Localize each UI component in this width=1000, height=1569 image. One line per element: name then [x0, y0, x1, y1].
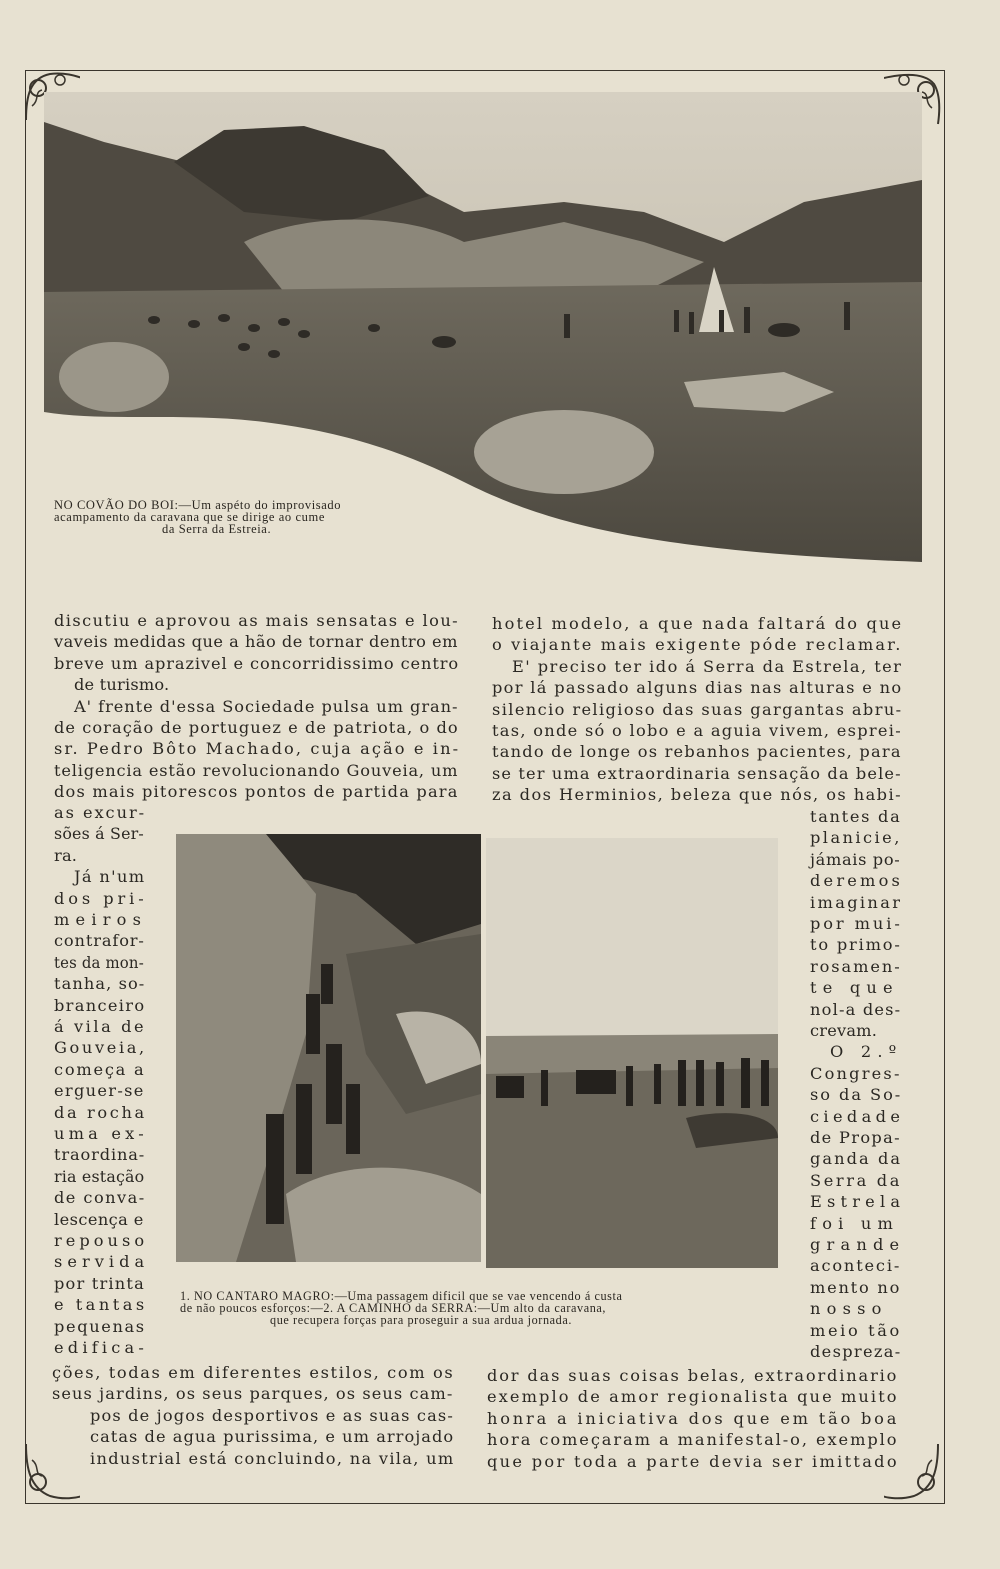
text-line: A' frente d'essa Sociedade pulsa um gran- — [74, 696, 459, 716]
caption-top-line: da Serra da Estreia. — [162, 522, 272, 536]
text-line: meiros — [54, 910, 148, 929]
text-line: da rocha — [54, 1102, 147, 1122]
text-line: branceiro — [54, 995, 146, 1015]
text-line: foi um — [810, 1213, 900, 1233]
text-line: exemplo de amor regionalista que muito — [487, 1387, 899, 1407]
text-line: uma ex- — [54, 1124, 148, 1143]
caption-bottom — [180, 1290, 623, 1326]
photo-covao-do-boi — [44, 92, 922, 562]
text-line: começa a — [54, 1059, 146, 1079]
text-line: tanha, so- — [54, 974, 146, 994]
text-line: ganda da — [810, 1149, 903, 1169]
text-line: planicie, — [810, 828, 902, 848]
text-line: e tantas — [54, 1295, 148, 1315]
text-line: por trinta — [54, 1273, 145, 1293]
text-line: á vila de — [54, 1017, 147, 1036]
text-line: nol-a des- — [810, 999, 902, 1019]
text-line: de turismo. — [74, 675, 170, 695]
text-line: aconteci- — [810, 1256, 902, 1276]
text-line: Serra da — [810, 1170, 902, 1190]
text-line: E' preciso ter ido á Serra da Estrela, ter — [512, 656, 903, 676]
text-line: ra. — [54, 845, 78, 865]
text-line: de conva- — [54, 1188, 146, 1208]
text-line: sões á Ser- — [54, 824, 144, 844]
text-line: discutiu e aprovou as mais sensatas e lou- — [54, 611, 460, 630]
text-line: grande — [810, 1235, 906, 1254]
text-line: breve um aprazivel e concorridissimo centro — [54, 653, 459, 673]
text-line: rosamen- — [810, 956, 902, 976]
text-line: te que — [810, 978, 899, 998]
caption-bottom-line: 1. NO CANTARO MAGRO:—Uma passagem dificil que se vae vencendo á custa — [180, 1289, 623, 1303]
text-line: hotel modelo, a que nada faltará do que — [492, 614, 904, 633]
corner-ornament-bottom-left — [20, 1444, 80, 1504]
text-line: Congres- — [810, 1063, 902, 1083]
text-line: deremos — [810, 871, 904, 891]
text-line: por lá passado alguns dias nas alturas e no — [492, 678, 903, 698]
text-line: ria estação — [54, 1166, 145, 1186]
caption-top — [54, 499, 341, 535]
text-line: dos mais pitorescos pontos de partida para — [54, 782, 459, 802]
text-line: se ter uma extraordinaria sensação da bele- — [492, 763, 902, 783]
text-line: industrial está concluindo, na vila, um — [90, 1448, 455, 1468]
text-line: honra a iniciativa dos que em tão boa — [487, 1408, 900, 1428]
text-line: so da So- — [810, 1085, 903, 1105]
text-line: erguer-se — [54, 1081, 145, 1101]
text-line: tas, onde só o lobo e a aguia vivem, esprei- — [492, 721, 903, 740]
text-line: ciedade — [810, 1106, 905, 1126]
text-line: edifica- — [54, 1338, 149, 1357]
text-line: lescença e — [54, 1209, 144, 1229]
text-line: seus jardins, os seus parques, os seus cam- — [52, 1384, 454, 1404]
text-line: hora começaram a manifestal-o, exemplo — [487, 1430, 899, 1450]
text-line: vaveis medidas que a hão de tornar dentro em — [54, 632, 458, 652]
text-line: crevam. — [810, 1021, 878, 1040]
photo-cantaro-magro — [176, 834, 481, 1262]
text-line: tes da mon- — [54, 952, 144, 972]
text-line: de Propa- — [810, 1128, 901, 1147]
text-line: Já n'um — [74, 867, 146, 887]
text-line: tantes da — [810, 807, 902, 826]
text-line: pequenas — [54, 1316, 146, 1336]
text-line: mento no — [810, 1277, 902, 1297]
text-line: sr. Pedro Bôto Machado, cuja ação e in- — [54, 739, 461, 759]
text-line: to primo- — [810, 935, 902, 955]
text-line: servida — [54, 1252, 150, 1272]
text-line: O 2.º — [830, 1042, 903, 1062]
photo-caminho-da-serra — [486, 838, 778, 1268]
text-line: que por toda a parte devia ser imittado — [487, 1451, 899, 1471]
text-line: catas de agua purissima, e um arrojado — [90, 1427, 455, 1447]
text-line: dos pri- — [54, 888, 148, 908]
caption-bottom-line: que recupera forças para proseguir a sua ardua jornada. — [270, 1313, 572, 1327]
text-line: teligencia estão revolucionando Gouveia, um — [54, 760, 459, 780]
text-line: traordina- — [54, 1145, 146, 1165]
text-line: dor das suas coisas belas, extraordinario — [487, 1366, 899, 1385]
text-line: por mui- — [810, 914, 903, 933]
text-line: as excur- — [54, 803, 147, 822]
caption-top-line: NO COVÃO DO BOI:—Um aspéto do improvisado — [54, 498, 342, 512]
text-line: Estrela — [810, 1192, 906, 1212]
text-line: tando de longe os rebanhos pacientes, para — [492, 742, 902, 762]
text-line: repouso — [54, 1231, 149, 1250]
text-line: imaginar — [810, 892, 903, 912]
text-line: o viajante mais exigente póde reclamar. — [492, 635, 903, 655]
text-line: de coração de portuguez e de patriota, o do — [54, 718, 459, 737]
text-line: za dos Herminios, beleza que nós, os habi- — [492, 785, 903, 805]
text-line: jámais po- — [810, 849, 901, 869]
text-line: meio tão — [810, 1320, 902, 1340]
caption-top-line: acampamento da caravana que se dirige ao cume — [54, 510, 325, 524]
text-line: nosso — [810, 1299, 888, 1319]
text-line: ções, todas em diferentes estilos, com os — [52, 1363, 455, 1382]
text-line: contrafor- — [54, 931, 145, 951]
text-line: Gouveia, — [54, 1038, 147, 1058]
text-line: despreza- — [810, 1342, 902, 1361]
text-line: pos de jogos desportivos e as suas cas- — [90, 1405, 454, 1425]
caption-bottom-line: de não poucos esforços:—2. A CAMINHO da SERRA:—Um alto da caravana, — [180, 1301, 607, 1315]
text-line: silencio religioso das suas gargantas abru- — [492, 699, 903, 719]
